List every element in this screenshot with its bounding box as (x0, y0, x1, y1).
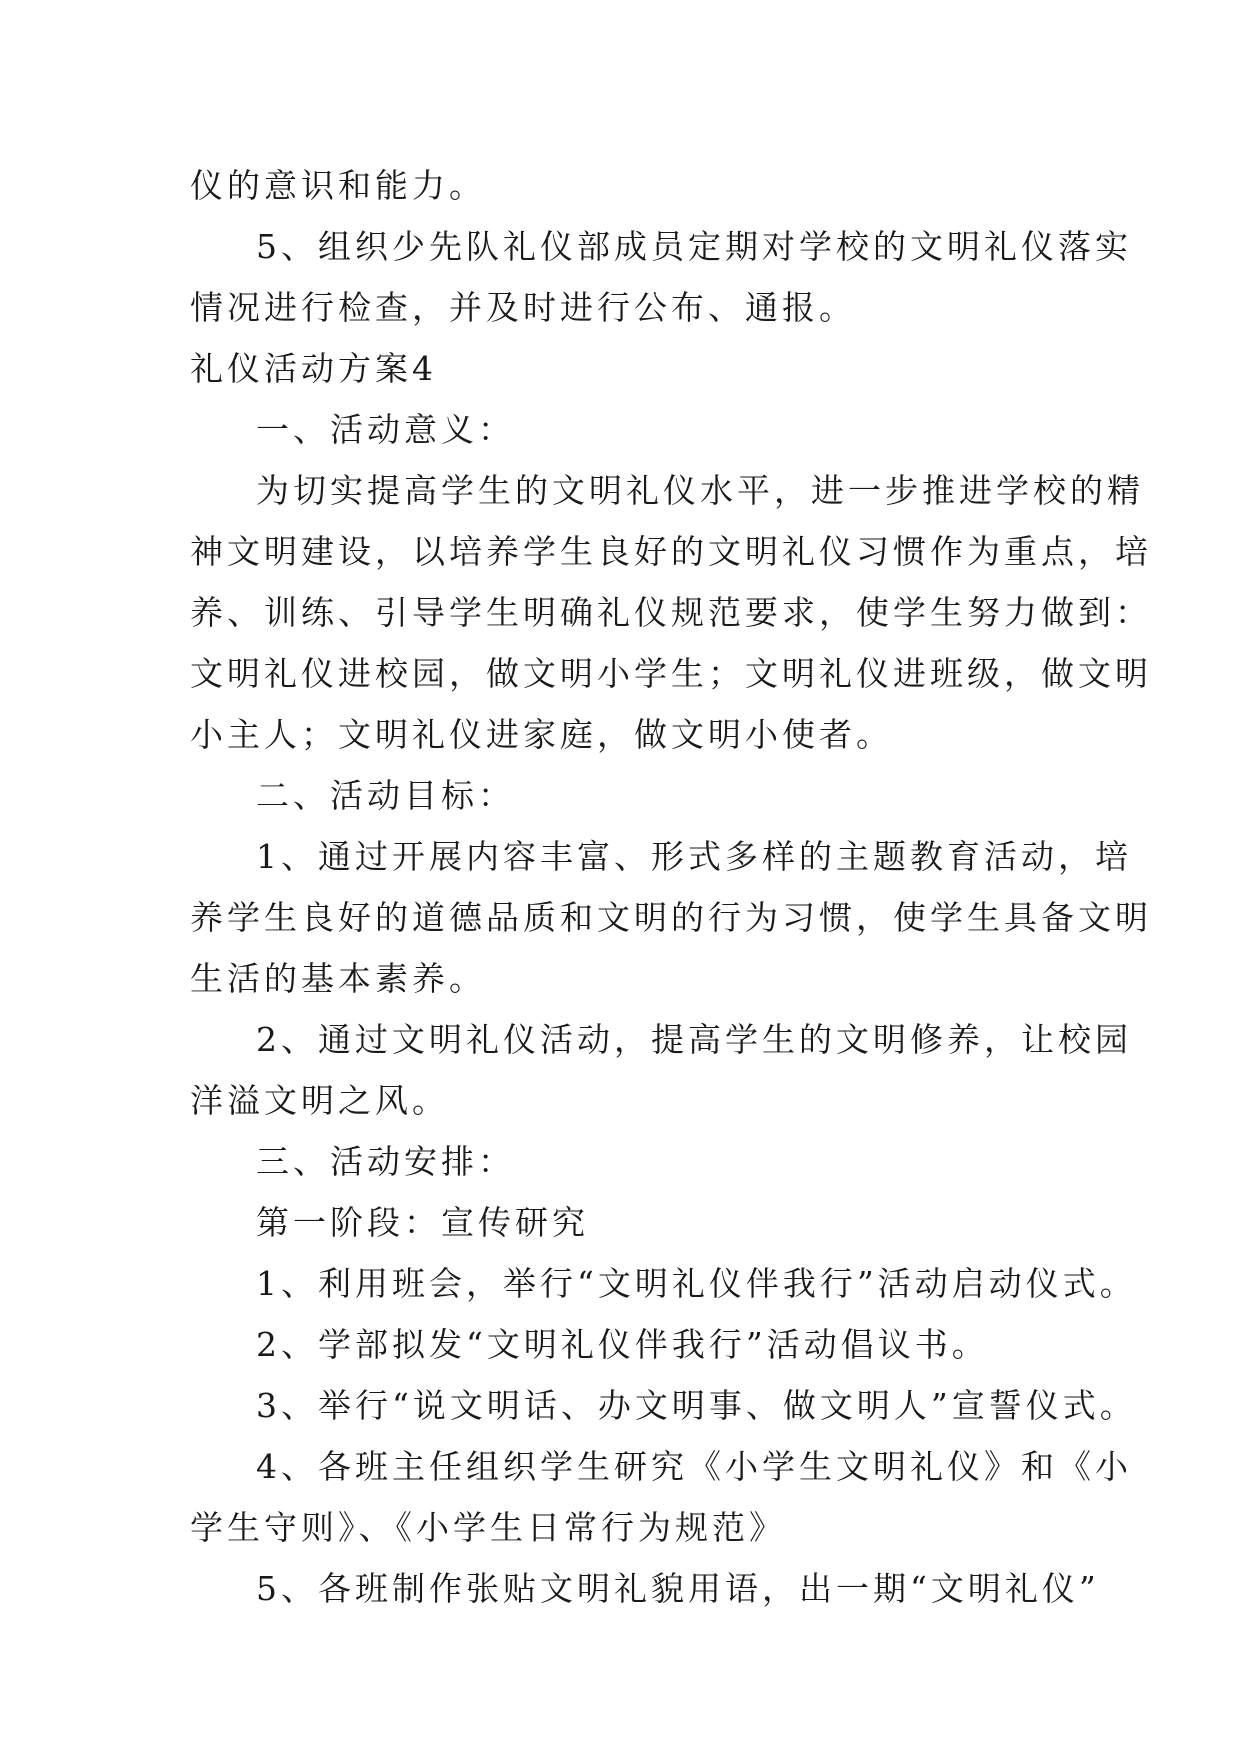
subsection-heading: 三、活动安排： (256, 1142, 515, 1181)
subsection-heading: 二、活动目标： (256, 776, 515, 815)
paragraph-line: 5、各班制作张贴文明礼貌用语，出一期“文明礼仪” (256, 1569, 1100, 1608)
document-body (190, 155, 1152, 1619)
paragraph-line: 5、组织少先队礼仪部成员定期对学校的文明礼仪落实 (256, 227, 1132, 266)
paragraph-line: 4、各班主任组织学生研究《小学生文明礼仪》和《小 (256, 1447, 1132, 1486)
paragraph-line: 1、通过开展内容丰富、形式多样的主题教育活动，培 (256, 837, 1132, 876)
paragraph-line: 为切实提高学生的文明礼仪水平，进一步推进学校的精 (256, 471, 1144, 510)
section-heading: 礼仪活动方案4 (190, 349, 437, 388)
paragraph-line: 小主人；文明礼仪进家庭，做文明小使者。 (190, 715, 893, 754)
paragraph-line: 神文明建设，以培养学生良好的文明礼仪习惯作为重点，培 (190, 532, 1152, 571)
paragraph-line: 文明礼仪进校园，做文明小学生；文明礼仪进班级，做文明 (190, 654, 1152, 693)
paragraph-line: 仪的意识和能力。 (190, 166, 486, 205)
subsection-heading: 一、活动意义： (256, 410, 515, 449)
paragraph-line: 2、学部拟发“文明礼仪伴我行”活动倡议书。 (256, 1325, 989, 1364)
stage-heading: 第一阶段：宣传研究 (256, 1203, 589, 1242)
paragraph-line: 1、利用班会，举行“文明礼仪伴我行”活动启动仪式。 (256, 1264, 1137, 1303)
paragraph-line: 生活的基本素养。 (190, 959, 486, 998)
paragraph-line: 洋溢文明之风。 (190, 1081, 449, 1120)
paragraph-line: 学生守则》、《小学生日常行为规范》 (190, 1508, 786, 1547)
paragraph-line: 情况进行检查，并及时进行公布、通报。 (190, 288, 856, 327)
paragraph-line: 3、举行“说文明话、办文明事、做文明人”宣誓仪式。 (256, 1386, 1137, 1425)
paragraph-line: 养、训练、引导学生明确礼仪规范要求，使学生努力做到： (190, 593, 1152, 632)
paragraph-line: 养学生良好的道德品质和文明的行为习惯，使学生具备文明 (190, 898, 1152, 937)
paragraph-line: 2、通过文明礼仪活动，提高学生的文明修养，让校园 (256, 1020, 1132, 1059)
